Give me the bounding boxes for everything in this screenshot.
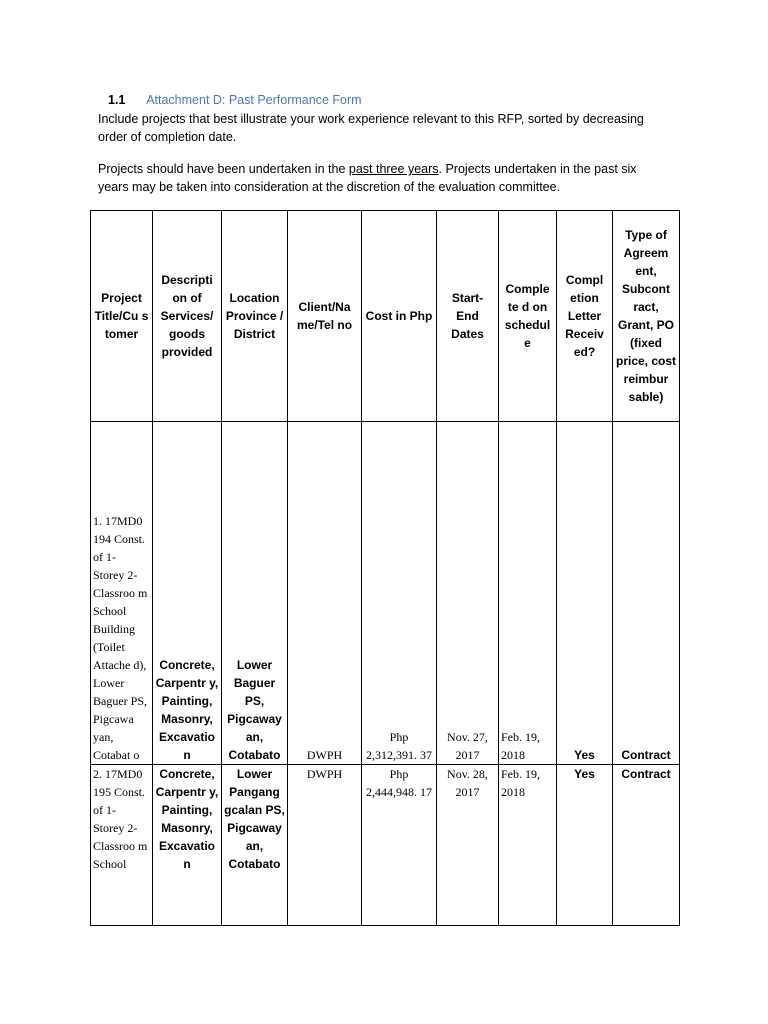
section-title: Attachment D: Past Performance Form: [146, 93, 362, 107]
intro-paragraph: Include projects that best illustrate your work experience relevant to this RFP, sorted by decreasing order of completion date.: [98, 112, 644, 144]
header-project-title: Project Title/Cu s tomer: [91, 211, 153, 422]
header-client: Client/Na me/Tel no: [288, 211, 362, 422]
cell-letter: Yes: [557, 422, 613, 765]
cell-location: Lower Baguer PS, Pigcaway an, Cotabato: [222, 422, 288, 765]
header-dates: Start- End Dates: [437, 211, 499, 422]
cell-completed: Feb. 19, 2018: [499, 765, 557, 926]
section-number: 1.1: [108, 93, 126, 107]
cell-client: DWPH: [288, 422, 362, 765]
cell-agreement: Contract: [613, 422, 680, 765]
cell-cost: Php 2,444,948. 17: [362, 765, 437, 926]
table-header-row: [91, 211, 680, 422]
cell-dates: Nov. 27, 2017: [437, 422, 499, 765]
header-agreement: Type of Agreem ent, Subcont ract, Grant, PO (fixed price, cost reimbur sable): [613, 211, 680, 422]
past-performance-table: [90, 210, 680, 926]
section-heading: [108, 93, 362, 107]
note-text-before: Projects should have been undertaken in the: [98, 162, 349, 176]
note-text-after: . Projects undertaken in the past six years may be taken into consideration at the discretion of the evaluation committee.: [98, 162, 637, 194]
cell-agreement: Contract: [613, 765, 680, 926]
cell-completed: Feb. 19, 2018: [499, 422, 557, 765]
cell-cost: Php 2,312,391. 37: [362, 422, 437, 765]
cell-services: Concrete, Carpentr y, Painting, Masonry, Excavatio n: [153, 422, 222, 765]
table-row: [91, 765, 680, 926]
header-letter: Compl etion Letter Receiv ed?: [557, 211, 613, 422]
header-completed: Comple te d on schedul e: [499, 211, 557, 422]
cell-location: Lower Pangang gcalan PS, Pigcaway an, Cotabato: [222, 765, 288, 926]
cell-project-title: 2. 17MD0 195 Const. of 1- Storey 2- Classroo m School: [91, 765, 153, 926]
header-cost: Cost in Php: [362, 211, 437, 422]
header-location: Location Province / District: [222, 211, 288, 422]
header-services: Descripti on of Services/ goods provided: [153, 211, 222, 422]
table-row: [91, 422, 680, 765]
cell-services: Concrete, Carpentr y, Painting, Masonry, Excavatio n: [153, 765, 222, 926]
cell-client: DWPH: [288, 765, 362, 926]
cell-project-title: 1. 17MD0 194 Const. of 1- Storey 2- Classroo m School Building (Toilet Attache d), Lower Baguer PS, Pigcawa yan, Cotabat o: [91, 422, 153, 765]
note-paragraph: [98, 160, 670, 196]
cell-dates: Nov. 28, 2017: [437, 765, 499, 926]
cell-letter: Yes: [557, 765, 613, 926]
note-underlined-text: past three years: [348, 162, 439, 176]
